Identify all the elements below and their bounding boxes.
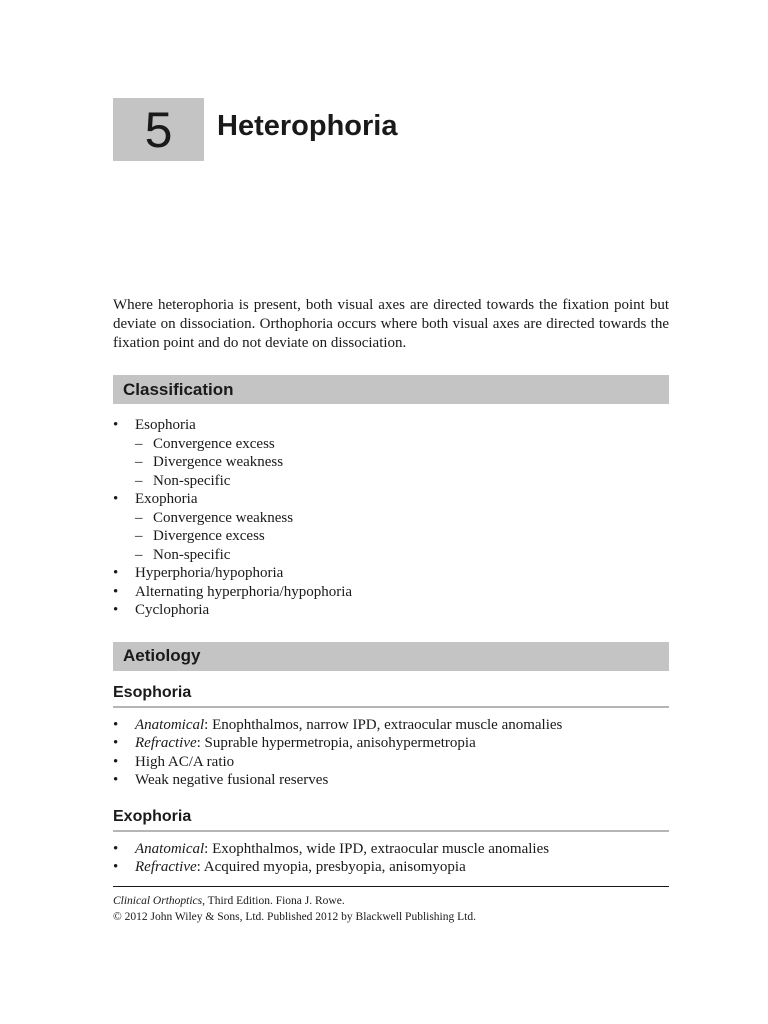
sub-list-item-label: Non-specific: [153, 546, 231, 563]
list-item: [113, 734, 669, 753]
bullet-icon: •: [113, 772, 119, 788]
bullet-icon: •: [113, 417, 119, 433]
bullet-icon: •: [113, 583, 119, 600]
sub-list-item: [135, 527, 669, 546]
list-item-label: Esophoria: [135, 417, 196, 433]
dash-icon: –: [135, 528, 143, 544]
bullet-icon: •: [113, 735, 119, 751]
sub-list: [135, 435, 669, 491]
subheading-esophoria: Esophoria: [113, 684, 669, 708]
bullet-icon: •: [113, 602, 119, 618]
list-item-label: Cyclophoria: [135, 602, 210, 618]
list-item-label: Exophoria: [135, 491, 198, 507]
sub-list-item: [135, 435, 669, 454]
list-item-term: Anatomical: [135, 716, 205, 733]
list-item-label: Alternating hyperphoria/hypophoria: [135, 583, 353, 600]
classification-list: [113, 416, 669, 620]
section-heading-classification: Classification: [113, 375, 669, 404]
list-item: [113, 564, 669, 583]
page-footer: [113, 886, 669, 925]
sub-list-item-label: Divergence weakness: [153, 454, 284, 470]
sub-list-item-label: Divergence excess: [153, 528, 265, 544]
sub-list-item: [135, 546, 669, 565]
sub-list-item: [135, 453, 669, 472]
bullet-icon: •: [113, 840, 119, 857]
list-item: [113, 840, 669, 859]
list-item-term: Refractive: [135, 735, 197, 751]
chapter-number-box: [113, 98, 204, 161]
bullet-icon: •: [113, 753, 119, 770]
section-heading-aetiology: Aetiology: [113, 642, 669, 671]
list-item: [113, 716, 669, 735]
list-item: [113, 858, 669, 877]
esophoria-aetiology-list: [113, 716, 669, 790]
sub-list-item: [135, 472, 669, 491]
footer-copyright: © 2012 John Wiley & Sons, Ltd. Published 2012 by Blackwell Publishing Ltd.: [113, 911, 476, 923]
list-item-text: Weak negative fusional reserves: [135, 772, 329, 788]
exophoria-aetiology-list: [113, 840, 669, 877]
bullet-icon: •: [113, 491, 119, 507]
list-item: [113, 416, 669, 490]
footer-book-details: , Third Edition. Fiona J. Rowe.: [202, 895, 345, 907]
footer-citation: [113, 893, 669, 909]
footer-book-title: Clinical Orthoptics: [113, 895, 203, 907]
list-item: [113, 753, 669, 772]
sub-list-item-label: Non-specific: [153, 472, 231, 489]
list-item-label: Hyperphoria/hypophoria: [135, 565, 284, 581]
list-item-text: : Enophthalmos, narrow IPD, extraocular muscle anomalies: [204, 716, 563, 733]
page-content: [113, 296, 669, 877]
bullet-icon: •: [113, 716, 119, 733]
sub-list-item-label: Convergence excess: [153, 435, 275, 452]
dash-icon: –: [135, 509, 143, 526]
subheading-exophoria: Exophoria: [113, 808, 669, 832]
list-item: [113, 601, 669, 620]
dash-icon: –: [135, 454, 143, 470]
sub-list: [135, 509, 669, 565]
list-item-text: : Exophthalmos, wide IPD, extraocular muscle anomalies: [204, 840, 550, 857]
list-item-text: : Acquired myopia, presbyopia, anisomyopia: [196, 859, 466, 875]
bullet-icon: •: [113, 859, 119, 875]
list-item: [113, 490, 669, 564]
bullet-icon: •: [113, 565, 119, 581]
dash-icon: –: [135, 435, 143, 452]
list-item-term: Anatomical: [135, 840, 205, 857]
chapter-title: Heterophoria: [217, 110, 398, 142]
intro-paragraph: Where heterophoria is present, both visual axes are directed towards the fixation point but deviate on dissociation. Orthophoria occurs where both visual axes are directed towards the fixation point and do not deviate on dissociation.: [113, 297, 669, 351]
sub-list-item-label: Convergence weakness: [153, 509, 294, 526]
dash-icon: –: [135, 472, 143, 489]
list-item-text: : Suprable hypermetropia, anisohypermetropia: [196, 735, 476, 751]
sub-list-item: [135, 509, 669, 528]
list-item-term: Refractive: [135, 859, 197, 875]
list-item: [113, 771, 669, 790]
list-item: [113, 583, 669, 602]
list-item-text: High AC/A ratio: [135, 753, 235, 770]
chapter-number: 5: [144, 101, 173, 158]
dash-icon: –: [135, 546, 143, 563]
